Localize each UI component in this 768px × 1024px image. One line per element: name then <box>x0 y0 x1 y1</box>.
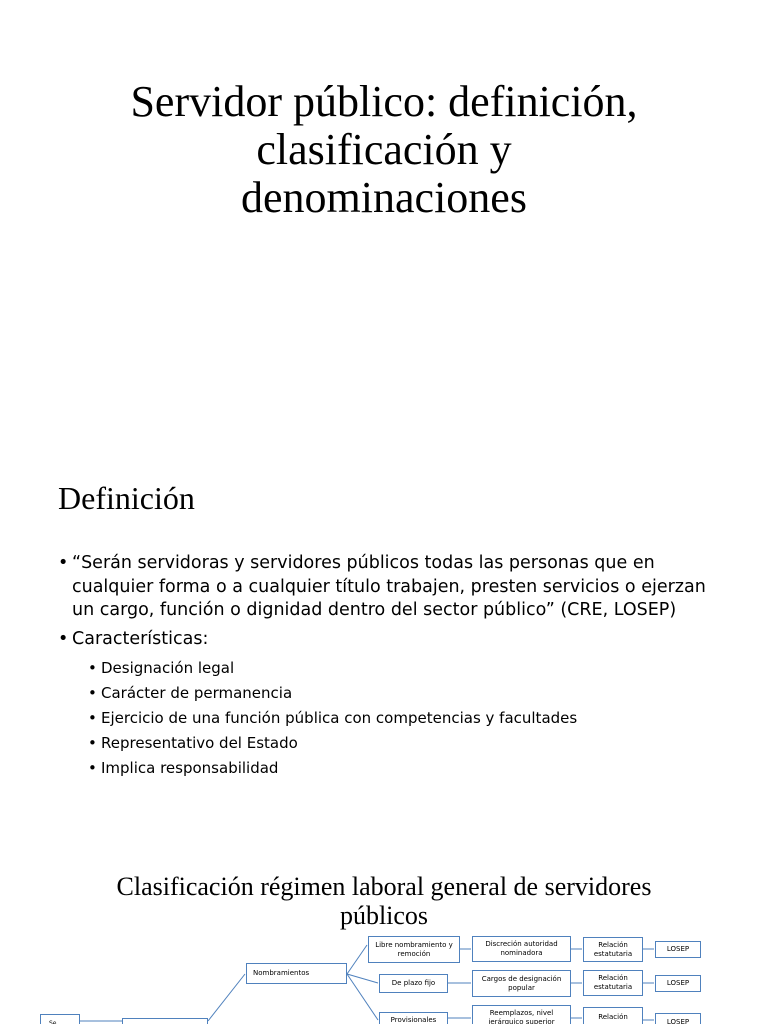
box-de-plazo-fijo <box>379 974 448 993</box>
box-text <box>594 941 632 959</box>
box-label: remoción <box>397 949 431 958</box>
box-text <box>485 940 557 958</box>
sub-bullet-item: • Implica responsabilidad <box>88 756 718 781</box>
bullet-caracteristicas: • Características: <box>58 628 718 652</box>
box-label: Libre nombramiento y <box>375 940 453 949</box>
box-label: Relación <box>598 974 628 982</box>
box-partial <box>122 1018 208 1024</box>
box-libre-nombramiento <box>368 936 460 963</box>
box-label: jerárquico superior <box>488 1018 555 1024</box>
box-provisionales <box>379 1012 448 1024</box>
box-label: LOSEP <box>666 1018 690 1024</box>
definition-bullet-list <box>58 552 718 781</box>
box-label: estatutaria <box>593 983 633 991</box>
title-line: Clasificación régimen laboral general de servidores <box>116 872 652 901</box>
box-relacion <box>583 1007 643 1024</box>
section-heading-definicion: Definición <box>58 480 195 516</box>
box-label: Relación <box>598 1013 628 1021</box>
connector-line <box>347 945 367 974</box>
box-label: Discreción autoridad <box>485 940 558 948</box>
connector-line <box>208 974 245 1021</box>
box-label: Cargos de designación <box>481 974 562 983</box>
box-label: Reemplazos, nivel <box>489 1009 554 1017</box>
caracteristicas-list <box>88 656 718 781</box>
connector-line <box>347 974 378 1020</box>
box-label: popular <box>508 983 535 992</box>
box-text <box>482 975 562 993</box>
box-left-partial <box>40 1014 80 1024</box>
box-reemplazos <box>472 1005 571 1024</box>
title-line: Servidor público: definición, <box>130 77 638 126</box>
box-label: estatutaria <box>593 949 633 958</box>
box-losep <box>655 1013 701 1024</box>
box-label: LOSEP <box>666 945 690 953</box>
box-text <box>594 974 632 992</box>
box-relacion-estatutaria <box>583 970 643 996</box>
box-label: Relación <box>598 940 628 949</box>
box-losep <box>655 975 701 992</box>
box-discrecion <box>472 936 571 962</box>
box-label: Se <box>49 1020 57 1024</box>
sub-bullet-item: • Designación legal <box>88 656 718 681</box>
title-line: denominaciones <box>241 173 527 222</box>
box-cargos-designacion <box>472 970 571 997</box>
box-text <box>375 941 453 959</box>
box-losep <box>655 941 701 958</box>
box-label: De plazo fijo <box>391 979 436 987</box>
box-label: LOSEP <box>666 979 690 987</box>
sub-bullet-item: • Ejercicio de una función pública con competencias y facultades <box>88 706 718 731</box>
box-label: nominadora <box>500 949 543 957</box>
box-text <box>488 1009 554 1024</box>
connector-line <box>347 974 378 983</box>
slide-title-clasificacion <box>0 872 768 930</box>
box-nombramientos <box>246 963 347 984</box>
box-label: Provisionales <box>390 1016 437 1024</box>
slide-title-servidor-publico <box>0 78 768 222</box>
title-line: públicos <box>339 901 429 930</box>
box-label: Nombramientos <box>253 969 310 977</box>
bullet-definition-quote: • “Serán servidoras y servidores públicos todas las personas que en cualquier forma o a cualquier título trabajen, presten servicios o ejerzan un cargo, función o dignidad dentro del sector público” (CRE, LOSEP) <box>58 552 718 623</box>
box-relacion-estatutaria <box>583 937 643 962</box>
sub-bullet-item: • Carácter de permanencia <box>88 681 718 706</box>
sub-bullet-item: • Representativo del Estado <box>88 731 718 756</box>
title-line: clasificación y <box>256 125 512 174</box>
